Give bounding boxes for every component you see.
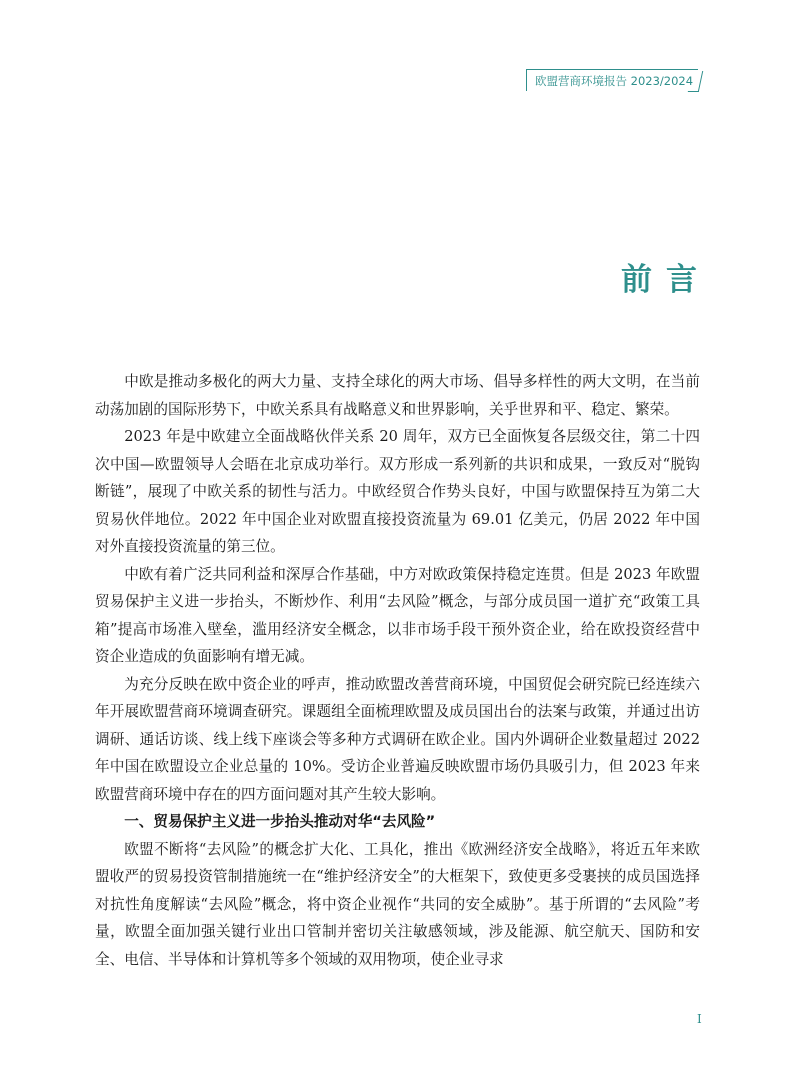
section-paragraph: 欧盟不断将“去风险”的概念扩大化、工具化，推出《欧洲经济安全战略》，将近五年来欧盟收严的贸易投资管制措施统一在“维护经济安全”的大框架下，致使更多受裹挟的成员国选择对抗性角度解读“去风险”概念，将中资企业视作“共同的安全威胁”。基于所谓的“去风险”考量，欧盟全面加强关键行业出口管制并密切关注敏感领域，涉及能源、航空航天、国防和安全、电信、半导体和计算机等多个领域的双用物项，使企业寻求 [95,840,700,968]
paragraph-4: 为充分反映在欧中资企业的呼声，推动欧盟改善营商环境，中国贸促会研究院已经连续六年开展欧盟营商环境调查研究。课题组全面梳理欧盟及成员国出台的法案与政策，并通过出访调研、通话访谈、线上线下座谈会等多种方式调研在欧企业。国内外调研企业数量超过 2022 年中国在欧盟设立企业总量的 10%。受访企业普遍反映欧盟市场仍具吸引力，但 2023 年来欧盟营商环境中存在的四方面问题对其产生较大影响。 [95,675,700,803]
paragraph-3: 中欧有着广泛共同利益和深厚合作基础，中方对欧政策保持稳定连贯。但是 2023 年欧盟贸易保护主义进一步抬头，不断炒作、利用“去风险”概念，与部分成员国一道扩充“政策工具箱”提高市场准入壁垒，滥用经济安全概念，以非市场手段干预外资企业，给在欧投资经营中资企业造成的负面影响有增无减。 [95,565,700,665]
page-number: I [697,1012,702,1026]
report-header-label: 欧盟营商环境报告 2023/2024 [526,69,698,91]
paragraph-2: 2023 年是中欧建立全面战略伙伴关系 20 周年，双方已全面恢复各层级交往，第二十四次中国—欧盟领导人会晤在北京成功举行。双方形成一系列新的共识和成果，一致反对“脱钩断链”，展现了中欧关系的韧性与活力。中欧经贸合作势头良好，中国与欧盟保持互为第二大贸易伙伴地位。2022 年中国企业对欧盟直接投资流量为 69.01 亿美元，仍居 2022 年中国对外直接投资流量的第三位。 [95,428,700,555]
body-text [95,368,700,973]
page-title: 前言 [621,262,711,298]
section-heading: 一、贸易保护主义进一步抬头推动对华“去风险” [124,813,436,830]
paragraph-1: 中欧是推动多极化的两大力量、支持全球化的两大市场、倡导多样性的两大文明，在当前动荡加剧的国际形势下，中欧关系具有战略意义和世界影响，关乎世界和平、稳定、繁荣。 [95,373,700,418]
